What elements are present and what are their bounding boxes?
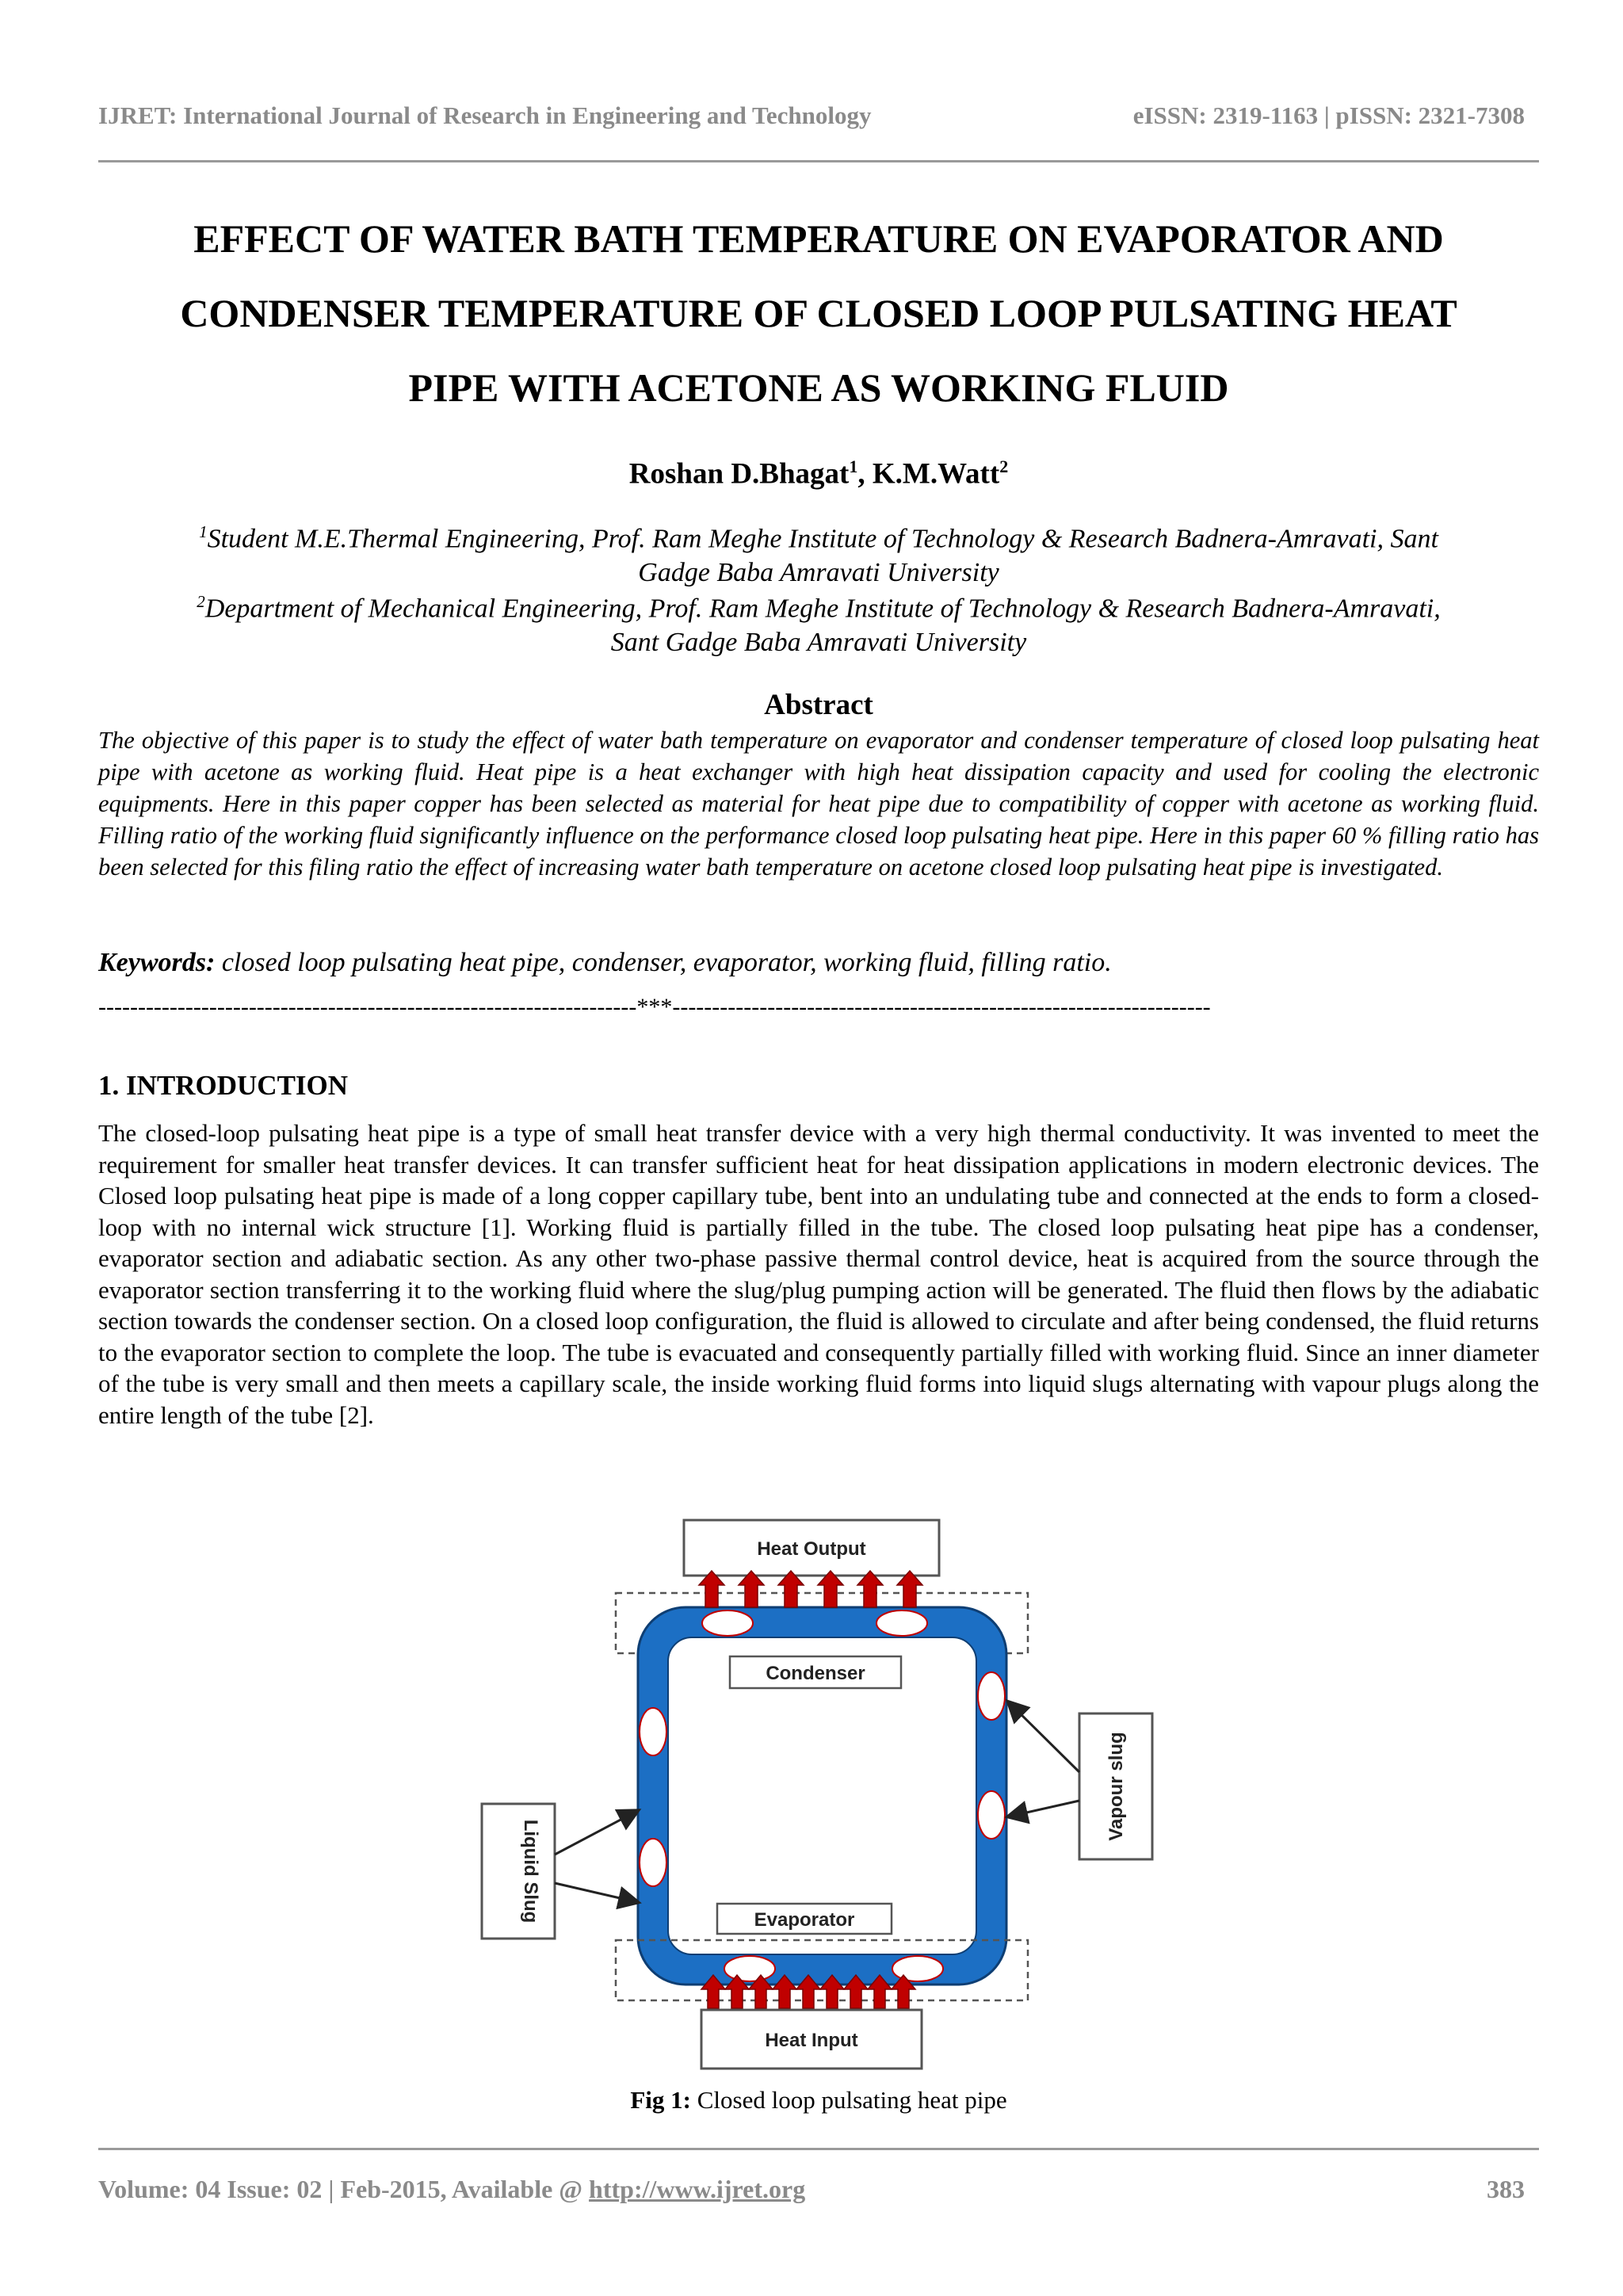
figure-caption-text: Closed loop pulsating heat pipe — [690, 2086, 1007, 2114]
author-1-sup: 1 — [849, 457, 858, 476]
affiliation-2-line-2: Sant Gadge Baba Amravati University — [610, 628, 1027, 658]
heat-input-label: Heat Input — [765, 2030, 858, 2051]
vapour-plug — [892, 1956, 943, 1981]
section-separator: --------------------------------------------------------------------***-------------------------------------------------------------------- — [98, 994, 1211, 1020]
title-line-3: PIPE WITH ACETONE AS WORKING FLUID — [408, 365, 1229, 410]
author-1: Roshan D.Bhagat — [628, 457, 850, 491]
affiliation-1-sup: 1 — [199, 522, 208, 541]
footer-volume-text: Volume: 04 Issue: 02 | Feb-2015, Available @ — [98, 2175, 590, 2203]
title-line-1: EFFECT OF WATER BATH TEMPERATURE ON EVAPORATOR AND — [193, 216, 1444, 261]
keywords-label: Keywords: — [98, 948, 216, 977]
paper-title — [98, 201, 1539, 425]
vapour-plug — [724, 1956, 775, 1981]
vapour-plug — [640, 1839, 666, 1886]
affiliation-1-line-1: Student M.E.Thermal Engineering, Prof. Ram Meghe Institute of Technology & Research Badnera-Amravati, Sant — [207, 524, 1438, 554]
figure-caption — [98, 2086, 1539, 2115]
evaporator-label: Evaporator — [754, 1909, 855, 1931]
affiliation-1-line-2: Gadge Baba Amravati University — [638, 558, 999, 588]
figure-1 — [475, 1506, 1157, 2076]
liquid-slug-pointer — [555, 1811, 637, 1855]
figure-caption-label: Fig 1: — [630, 2086, 691, 2114]
title-line-2: CONDENSER TEMPERATURE OF CLOSED LOOP PULSATING HEAT — [180, 291, 1457, 335]
affiliation-2-sup: 2 — [197, 592, 205, 611]
header-rule — [98, 160, 1539, 162]
liquid-slug-pointer — [555, 1883, 637, 1902]
affiliation-1 — [98, 515, 1539, 590]
author-separator: , — [857, 457, 873, 491]
vapour-plug — [876, 1610, 927, 1636]
page-number: 383 — [1487, 2175, 1525, 2203]
journal-url-link[interactable]: http://www.ijret.org — [589, 2175, 806, 2203]
vapour-plug — [640, 1708, 666, 1755]
condenser-label: Condenser — [766, 1663, 865, 1684]
heat-input-arrows — [701, 1975, 915, 2008]
introduction-text: The closed-loop pulsating heat pipe is a type of small heat transfer device with a very high thermal conductivity. It was invented to meet the requirement for smaller heat transfer devices. It can transfer sufficient heat for heat dissipation applications in modern electronic devices. The Closed loop pulsating heat pipe is made of a long copper capillary tube, bent into an undulating tube and connected at the ends to form a closed-loop with no internal wick structure [1]. Working fluid is partially filled in the tube. The closed loop pulsating heat pipe has a condenser, evaporator section and adiabatic section. As any other two-phase passive thermal control device, heat is acquired from the source through the evaporator section transferring it to the working fluid where the slug/plug pumping action will be generated. The fluid then flows by the adiabatic section towards the condenser section. On a closed loop configuration, the fluid is allowed to circulate and after being condensed, the fluid returns to the evaporator section to complete the loop. The tube is evacuated and consequently partially filled with working fluid. Since an inner diameter of the tube is very small and then meets a capillary scale, the inside working fluid forms into liquid slugs alternating with vapour plugs along the entire length of the tube [2]. — [98, 1119, 1539, 1429]
vapour-plug — [702, 1610, 753, 1636]
journal-header: IJRET: International Journal of Research in Engineering and Technology — [98, 101, 872, 129]
vapour-plug — [978, 1791, 1005, 1839]
issn-header: eISSN: 2319-1163 | pISSN: 2321-7308 — [1132, 101, 1525, 129]
abstract-heading: Abstract — [764, 689, 873, 721]
author-line — [98, 457, 1539, 491]
affiliation-2-line-1: Department of Mechanical Engineering, Prof. Ram Meghe Institute of Technology & Research Badnera-Amravati, — [204, 594, 1441, 624]
vapour-plug — [978, 1672, 1005, 1720]
heat-output-label: Heat Output — [757, 1538, 866, 1560]
author-2-sup: 2 — [999, 457, 1009, 476]
author-2: K.M.Watt — [872, 457, 1000, 491]
vapour-slug-pointer — [1009, 1702, 1079, 1772]
liquid-slug-label: Liquid Slug — [520, 1819, 541, 1924]
footer-rule — [98, 2148, 1539, 2150]
keywords-text: closed loop pulsating heat pipe, condenser, evaporator, working fluid, filling ratio. — [215, 948, 1112, 977]
affiliation-2 — [98, 585, 1539, 659]
footer-volume — [98, 2175, 805, 2204]
vapour-slug-pointer — [1009, 1801, 1079, 1817]
heat-pipe-diagram — [475, 1506, 1157, 2076]
vapour-slug-label: Vapour slug — [1106, 1732, 1127, 1841]
keywords — [98, 948, 1539, 978]
liquid-slug-box — [482, 1804, 555, 1939]
introduction-heading: 1. INTRODUCTION — [98, 1070, 349, 1101]
abstract-text: The objective of this paper is to study the effect of water bath temperature on evaporator and condenser temperature of closed loop pulsating heat pipe with acetone as working fluid. Heat pipe is a heat exchanger with high heat dissipation capacity and used for cooling the electronic equipments. Here in this paper copper has been selected as material for heat pipe due to compatibility of copper with acetone as working fluid. Filling ratio of the working fluid significantly influence on the performance closed loop pulsating heat pipe. Here in this paper 60 % filling ratio has been selected for this filing ratio the effect of increasing water bath temperature on acetone closed loop pulsating heat pipe is investigated. — [98, 727, 1539, 881]
